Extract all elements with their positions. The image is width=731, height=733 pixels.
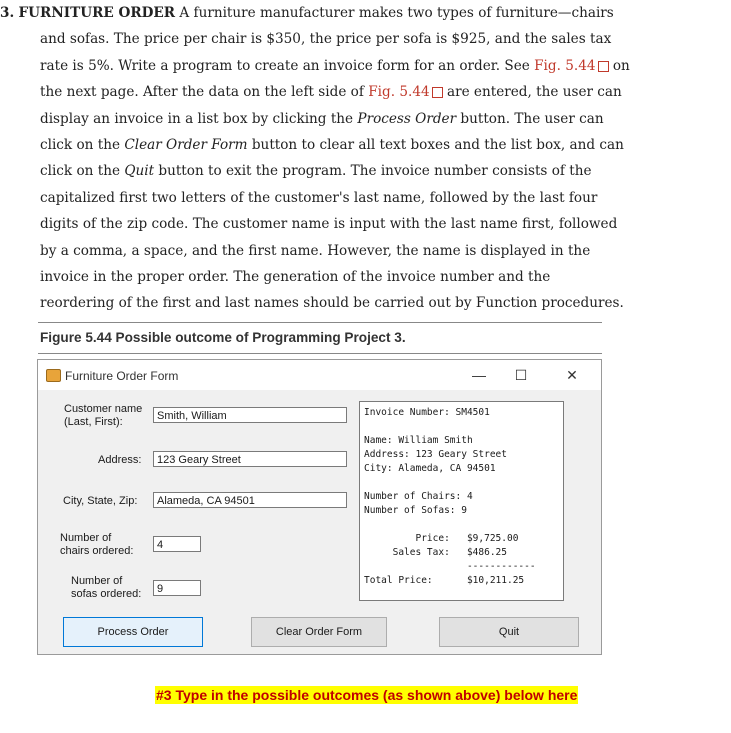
figure-top-rule	[38, 322, 602, 323]
problem-line: rate is 5%. Write a program to create an invoice form for an order. See Fig. 5.44 on	[40, 57, 630, 74]
figure-bottom-rule	[38, 353, 602, 354]
problem-line: and sofas. The price per chair is $350, the price per sofa is $925, and the sales tax	[40, 31, 612, 48]
figure-caption: Figure 5.44 Possible outcome of Programming Project 3.	[40, 330, 406, 345]
invoice-line: Number of Sofas: 9	[364, 505, 467, 516]
furniture-order-window	[37, 359, 602, 655]
problem-line: click on the Clear Order Form button to clear all text boxes and the list box, and can	[40, 137, 624, 154]
problem-heading-line	[0, 0, 714, 26]
process-order-button[interactable]: Process Order	[63, 617, 203, 647]
sofas-input[interactable]: 9	[153, 580, 201, 596]
problem-line: the next page. After the data on the left side of Fig. 5.44 are entered, the user can	[40, 84, 622, 101]
title-bar[interactable]	[38, 360, 601, 390]
sofas-ordered-label: Number of sofas ordered:	[71, 575, 142, 600]
problem-line: display an invoice in a list box by clicking the Process Order button. The user can	[40, 110, 604, 127]
problem-number: 3.	[0, 5, 15, 21]
problem-title: FURNITURE ORDER	[18, 5, 176, 21]
problem-line: capitalized first two letters of the customer's last name, followed by the last four	[40, 189, 598, 206]
invoice-line: Invoice Number: SM4501	[364, 407, 490, 418]
fig-link[interactable]: Fig. 5.44	[368, 84, 430, 101]
clear-order-form-button[interactable]: Clear Order Form	[251, 617, 387, 647]
close-button[interactable]: ✕	[566, 367, 578, 383]
problem-line: digits of the zip code. The customer name is input with the last name first, followed	[40, 216, 618, 233]
city-state-zip-input[interactable]: Alameda, CA 94501	[153, 492, 347, 508]
invoice-line: Price: $9,725.00	[364, 533, 519, 544]
problem-line: by a comma, a space, and the first name. However, the name is displayed in the	[40, 242, 591, 259]
invoice-listbox[interactable]	[359, 401, 564, 601]
external-link-icon[interactable]	[598, 61, 609, 72]
window-title: Furniture Order Form	[65, 369, 179, 383]
city-state-zip-label: City, State, Zip:	[63, 495, 138, 507]
app-icon	[46, 369, 61, 382]
quit-button[interactable]: Quit	[439, 617, 579, 647]
address-input[interactable]: 123 Geary Street	[153, 451, 347, 467]
invoice-line	[364, 518, 559, 532]
problem-text	[0, 0, 714, 317]
maximize-button[interactable]: ☐	[514, 367, 528, 383]
customer-name-input[interactable]: Smith, William	[153, 407, 347, 423]
problem-line: invoice in the proper order. The generation of the invoice number and the	[40, 269, 551, 286]
invoice-line: Address: 123 Geary Street	[364, 449, 507, 460]
external-link-icon[interactable]	[432, 87, 443, 98]
invoice-line: ------------	[364, 561, 536, 572]
problem-line: click on the Quit button to exit the program. The invoice number consists of the	[40, 163, 592, 180]
invoice-line	[364, 476, 559, 490]
fig-link[interactable]: Fig. 5.44	[534, 57, 596, 74]
customer-name-label: Customer name (Last, First):	[64, 403, 143, 428]
instruction-text: #3 Type in the possible outcomes (as shown above) below here	[156, 687, 578, 703]
invoice-line: Sales Tax: $486.25	[364, 547, 507, 558]
invoice-line	[364, 420, 559, 434]
address-label: Address:	[98, 454, 142, 466]
minimize-button[interactable]: —	[472, 367, 486, 383]
problem-line: reordering of the first and last names should be carried out by Function procedures.	[40, 295, 624, 312]
problem-heading-rest: A furniture manufacturer makes two types of furniture—chairs	[179, 5, 614, 21]
chairs-ordered-label: Number of chairs ordered:	[60, 532, 134, 557]
invoice-line: City: Alameda, CA 94501	[364, 463, 496, 474]
invoice-line: Number of Chairs: 4	[364, 491, 473, 502]
invoice-line: Total Price: $10,211.25	[364, 575, 525, 586]
chairs-input[interactable]: 4	[153, 536, 201, 552]
invoice-line: Name: William Smith	[364, 435, 473, 446]
